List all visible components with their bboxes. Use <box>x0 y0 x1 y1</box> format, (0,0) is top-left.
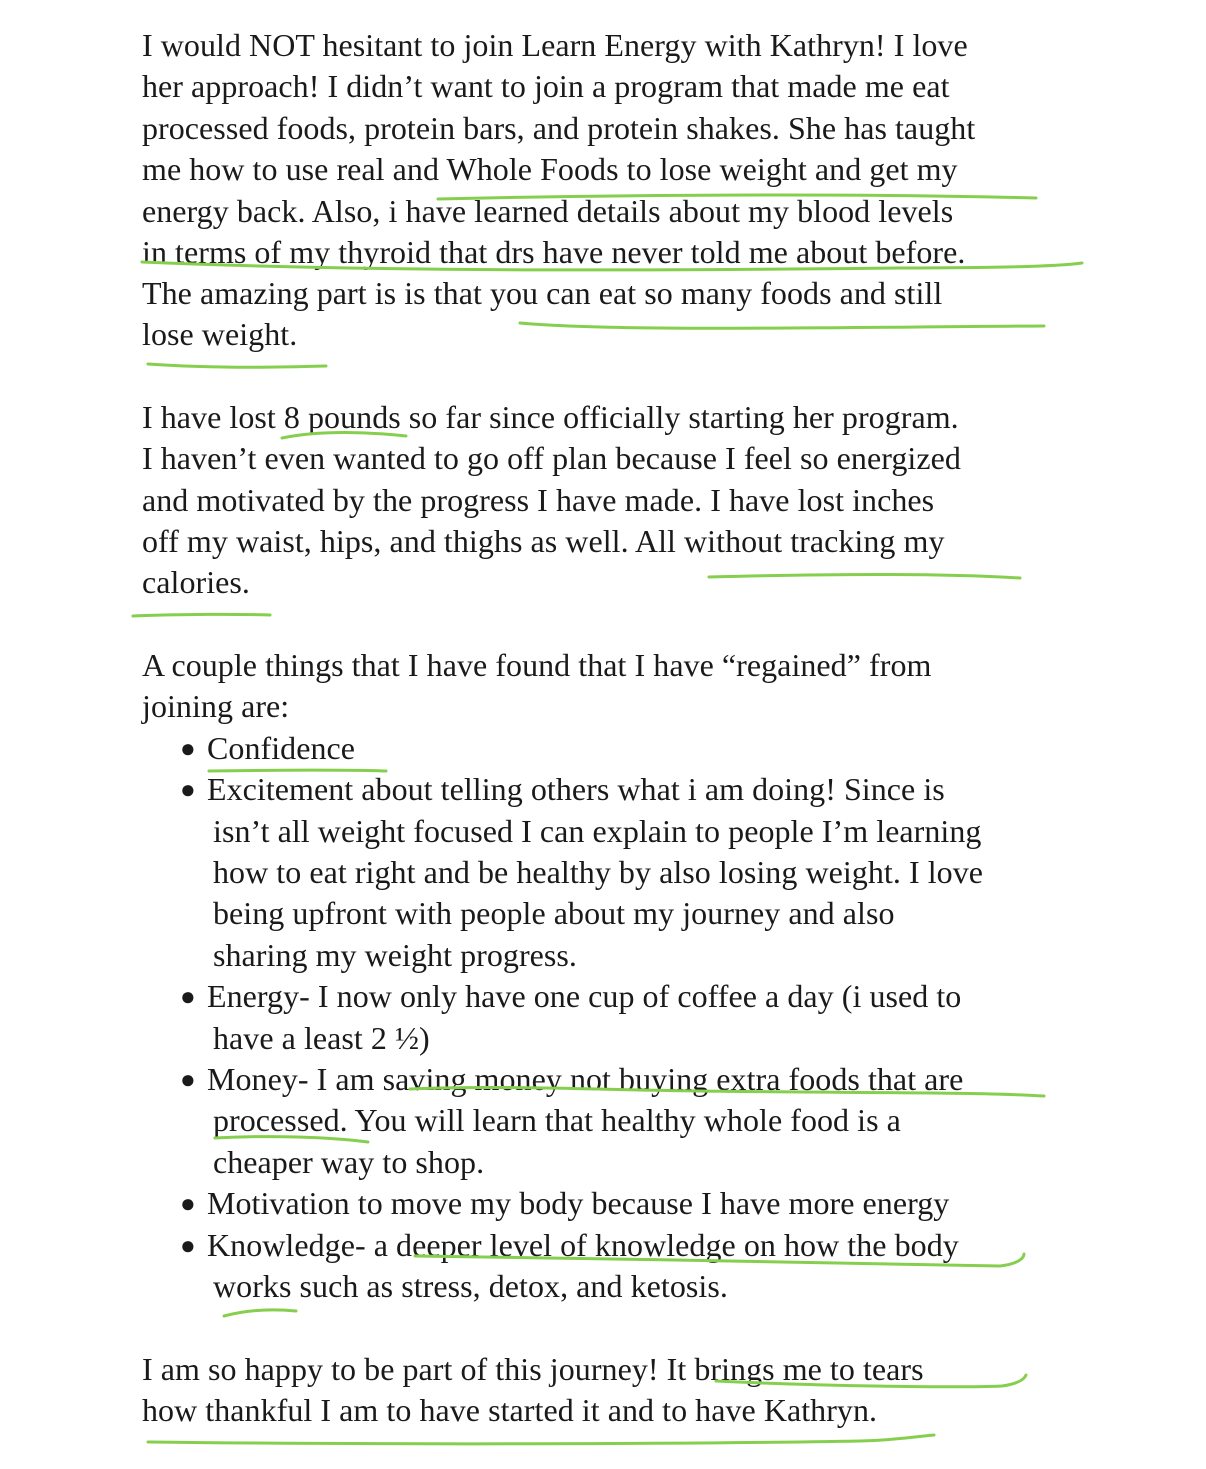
list-item-text: being upfront with people about my journey and also <box>213 895 895 931</box>
text-line: I would NOT hesitant to join Learn Energy with Kathryn! I love <box>142 27 968 63</box>
underline-mark <box>148 1435 934 1444</box>
text-line: energy back. Also, i have learned details about my blood levels <box>142 193 954 229</box>
list-item-text: works such as stress, detox, and ketosis. <box>213 1268 728 1304</box>
bullet-icon: ● <box>180 775 196 804</box>
underline-mark <box>133 614 270 616</box>
underline-mark <box>520 323 1044 328</box>
bullet-line <box>180 1059 963 1100</box>
text-line: The amazing part is is that you can eat so many foods and still <box>142 275 943 311</box>
underline-mark <box>709 575 1020 579</box>
text-line: lose weight. <box>142 316 298 352</box>
bullet-line <box>180 1225 959 1266</box>
underline-mark <box>148 364 326 367</box>
text-line: off my waist, hips, and thighs as well. All without tracking my <box>142 523 945 559</box>
list-item-text: have a least 2 ½) <box>213 1020 430 1056</box>
bullet-line <box>180 976 961 1017</box>
list-item-text: Energy- I now only have one cup of coffee a day (i used to <box>207 978 962 1014</box>
text-line: processed foods, protein bars, and protein shakes. She has taught <box>142 110 976 146</box>
bullet-line <box>180 769 945 810</box>
text-line: me how to use real and Whole Foods to lose weight and get my <box>142 151 958 187</box>
text-line: I am so happy to be part of this journey! It brings me to tears <box>142 1351 924 1387</box>
text-line: her approach! I didn’t want to join a program that made me eat <box>142 68 950 104</box>
list-item-text: how to eat right and be healthy by also losing weight. I love <box>213 854 984 890</box>
text-line: I have lost 8 pounds so far since officially starting her program. <box>142 399 959 435</box>
bullet-line <box>180 728 355 769</box>
list-item-text: Money- I am saving money not buying extra foods that are <box>207 1061 964 1097</box>
bullet-line <box>180 1183 949 1224</box>
underline-mark <box>224 1310 296 1316</box>
bullet-icon: ● <box>180 1065 196 1094</box>
text-line: joining are: <box>142 688 290 724</box>
list-item-text: sharing my weight progress. <box>213 937 577 973</box>
list-item-text: Knowledge- a deeper level of knowledge on how the body <box>207 1227 959 1263</box>
bullet-icon: ● <box>180 1189 196 1218</box>
list-item-text: Motivation to move my body because I have more energy <box>207 1185 950 1221</box>
bullet-icon: ● <box>180 734 196 763</box>
text-line: calories. <box>142 564 250 600</box>
text-line: in terms of my thyroid that drs have never told me about before. <box>142 234 966 270</box>
text-line: and motivated by the progress I have made. I have lost inches <box>142 482 935 518</box>
text-line: A couple things that I have found that I have “regained” from <box>142 647 932 683</box>
list-item-text: processed. You will learn that healthy whole food is a <box>213 1102 901 1138</box>
text-line: how thankful I am to have started it and to have Kathryn. <box>142 1392 878 1428</box>
list-item-text: Confidence <box>207 730 355 766</box>
bullet-icon: ● <box>180 1231 196 1260</box>
list-item-text: cheaper way to shop. <box>213 1144 485 1180</box>
list-item-text: isn’t all weight focused I can explain to people I’m learning <box>213 813 982 849</box>
list-item-text: Excitement about telling others what i am doing! Since is <box>207 771 945 807</box>
text-line: I haven’t even wanted to go off plan because I feel so energized <box>142 440 961 476</box>
bullet-icon: ● <box>180 982 196 1011</box>
